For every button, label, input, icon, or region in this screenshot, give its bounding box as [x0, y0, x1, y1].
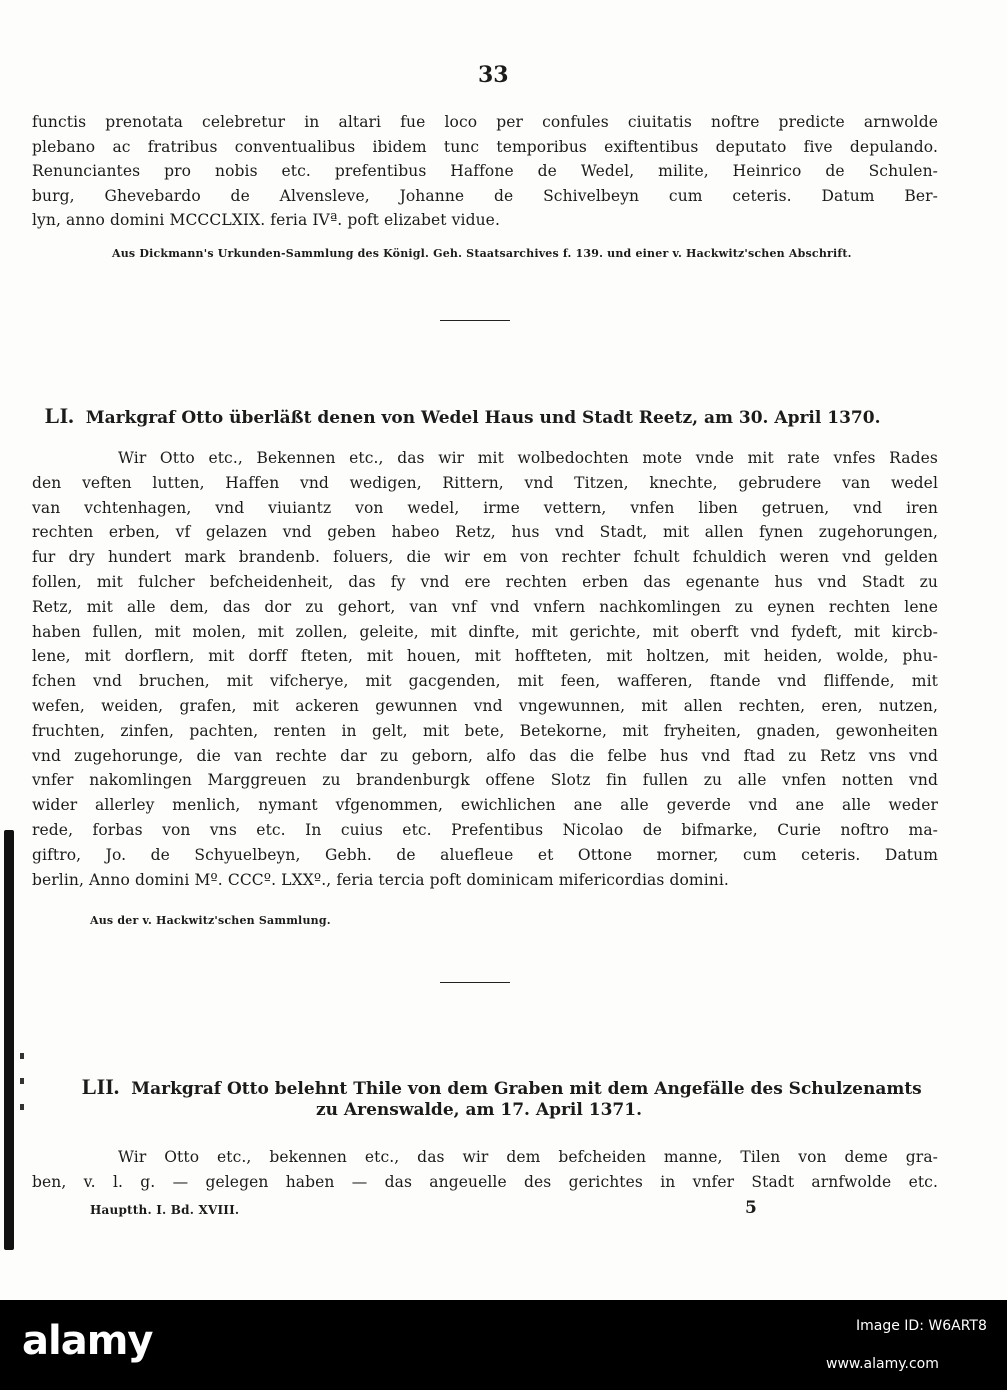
text-line: lyn, anno domini MCCCLXIX. feria IVª. poft elizabet vidue.: [32, 211, 500, 230]
charter-3-title-line-1: Markgraf Otto belehnt Thile von dem Graben mit dem Angefälle des Schulzenamts: [131, 1079, 922, 1099]
text-line: Renunciantes pro nobis etc. prefentibus Haffone de Wedel, milite, Heinrico de Schulen-: [32, 162, 938, 181]
section-divider: [440, 982, 510, 983]
text-line: rede, forbas von vns etc. In cuius etc. Prefentibus Nicolao de bifmarke, Curie noftro ma-: [32, 820, 938, 839]
charter-2-source-note: Aus der v. Hackwitz'schen Sammlung.: [90, 914, 331, 927]
text-line: fchen vnd bruchen, mit vifcherye, mit gacgenden, mit feen, wafferen, ftande vnd fliffende, mit: [32, 672, 938, 691]
section-divider: [440, 320, 510, 321]
text-line: fruchten, zinfen, pachten, renten in gelt, mit bete, Betekorne, mit fryheiten, gnaden, gewonheiten: [32, 721, 938, 740]
text-line: burg, Ghevebardo de Alvensleve, Johanne de Schivelbeyn cum ceteris. Datum Ber-: [32, 186, 938, 205]
sheet-number: 5: [745, 1198, 757, 1218]
image-id-label: Image ID: W6ART8: [856, 1318, 987, 1334]
text-line: Retz, mit alle dem, das dor zu gehort, van vnf vnd vnfern nachkomlingen zu eynen rechten lene: [32, 597, 938, 616]
text-line: wider allerley menlich, nymant vfgenommen, ewichlichen ane alle geverde vnd ane alle weder: [32, 796, 938, 815]
scan-speck: [20, 1078, 24, 1084]
charter-2-heading: [45, 403, 880, 429]
charter-3-title-line-2: zu Arenswalde, am 17. April 1371.: [316, 1100, 642, 1120]
page-number: 33: [478, 62, 509, 88]
text-line: giftro, Jo. de Schyuelbeyn, Gebh. de aluefleue et Ottone morner, cum ceteris. Datum: [32, 845, 938, 864]
text-line: fur dry hundert mark brandenb. foluers, die wir em von rechter fchult fchuldich weren vnd gelden: [32, 548, 938, 567]
text-line: lene, mit dorflern, mit dorff fteten, mit houen, mit hoffteten, mit holtzen, mit heiden, wolde, phu-: [32, 647, 938, 666]
text-line: functis prenotata celebretur in altari fue loco per confules ciuitatis noftre predicte arnwolde: [32, 113, 938, 131]
text-line: vnd zugehorunge, die van rechte dar zu geborn, alfo das die felbe hus vnd ftad zu Retz vns vnd: [32, 746, 938, 765]
scan-speck: [20, 1053, 24, 1059]
text-line: van vchtenhagen, vnd viuiantz von wedel, irme vettern, vnfen liben getruen, vnd iren: [32, 498, 938, 517]
scan-speck: [20, 1104, 24, 1110]
printer-signature: Hauptth. I. Bd. XVIII.: [90, 1203, 240, 1217]
charter-1-text: [32, 110, 938, 233]
text-line: vnfer nakomlingen Marggreuen zu brandenburgk offene Slotz fin fullen zu alle vnfen notten vnd: [32, 771, 938, 790]
brand-logo: alamy: [22, 1318, 153, 1364]
charter-3-number: LII.: [82, 1074, 120, 1099]
site-url: www.alamy.com: [826, 1356, 939, 1372]
text-line: ben, v. l. g. — gelegen haben — das angeuelle des gerichtes in vnfer Stadt arnfwolde etc.: [32, 1172, 938, 1191]
text-line: den veften lutten, Haffen vnd wedigen, Rittern, vnd Titzen, knechte, gebrudere van wedel: [32, 473, 938, 492]
charter-2-title: Markgraf Otto überläßt denen von Wedel Haus und Stadt Reetz, am 30. April 1370.: [85, 408, 881, 428]
scan-edge-mark: [4, 830, 14, 1250]
text-line: wefen, weiden, grafen, mit ackeren gewunnen vnd vngewunnen, mit allen rechten, eren, nutzen,: [32, 696, 938, 715]
charter-3-text: [32, 1145, 938, 1194]
charter-2-text: [32, 446, 938, 892]
text-line: plebano ac fratribus conventualibus ibidem tunc temporibus exiftentibus deputato five depulando.: [32, 137, 938, 156]
text-line: Wir Otto etc., bekennen etc., das wir dem befcheiden manne, Tilen von deme gra-: [118, 1148, 938, 1166]
charter-1-source-note: Aus Dickmann's Urkunden-Sammlung des Königl. Geh. Staatsarchives f. 139. und einer v. Hackwitz'schen Abschrift.: [112, 247, 852, 260]
charter-2-number: LI.: [45, 403, 74, 428]
text-line: berlin, Anno domini Mº. CCCº. LXXº., feria tercia poft dominicam mifericordias domini.: [32, 870, 729, 889]
text-line: rechten erben, vf gelazen vnd geben habeo Retz, hus vnd Stadt, mit allen fynen zugehorungen,: [32, 523, 938, 542]
charter-3-heading: [82, 1074, 922, 1100]
text-line: Wir Otto etc., Bekennen etc., das wir mit wolbedochten mote vnde mit rate vnfes Rades: [118, 449, 938, 467]
text-line: haben fullen, mit molen, mit zollen, geleite, mit dinfte, mit gerichte, mit oberft vnd fydeft, mit kircb-: [32, 622, 938, 641]
text-line: follen, mit fulcher befcheidenheit, das fy vnd ere rechten erben das egenante hus vnd Stadt zu: [32, 572, 938, 591]
